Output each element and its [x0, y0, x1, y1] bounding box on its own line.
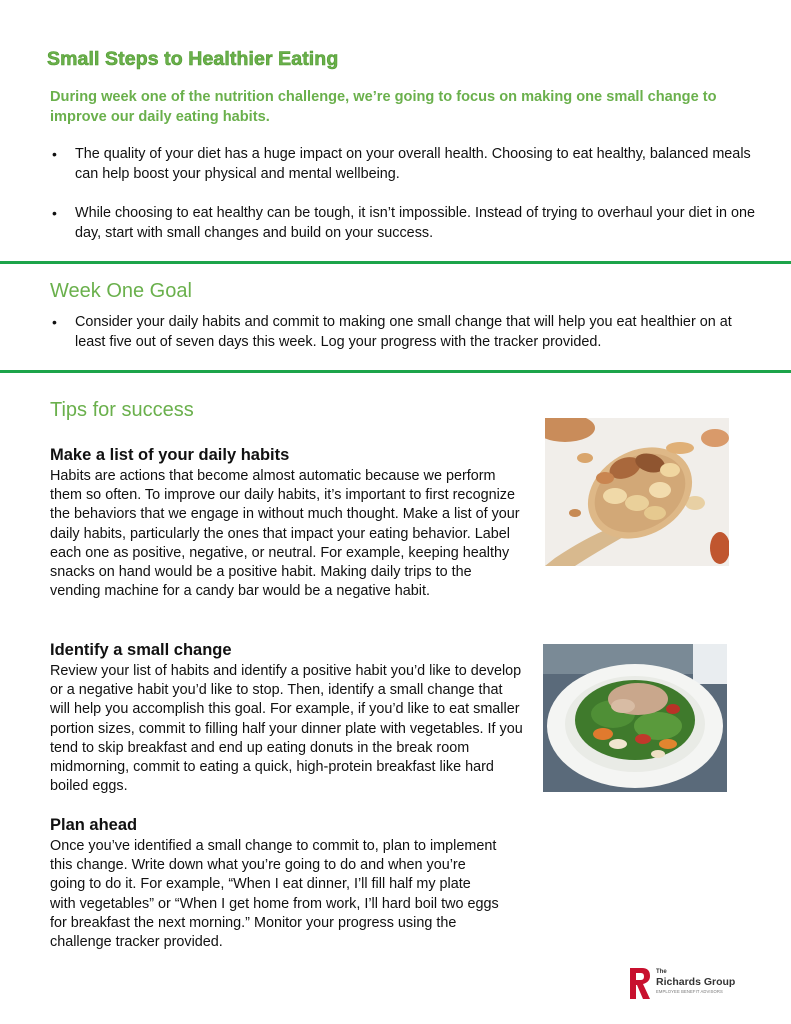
list-item-text: Consider your daily habits and commit to making one small change that will help you eat healthier on at least five out of seven days this week. Log your progress with the tracker provided. — [75, 314, 732, 350]
page-title: Small Steps to Healthier Eating — [47, 48, 339, 70]
logo-name: Richards Group — [656, 976, 736, 988]
r-logo-icon — [628, 966, 652, 1000]
goal-bullet-list — [50, 313, 755, 352]
section-divider — [0, 261, 791, 264]
tip-heading-change: Identify a small change — [50, 641, 232, 659]
tip-text-plan: Once you’ve identified a small change to commit to, plan to implement this change. Write down what you’re going to do and when you’re going to do it. For example, “When I eat dinner, I’ll fill half my plate with vegetables” or “When I get home from work, I’ll hard boil two eggs for breakfast the next morning.” Monitor your progress using the challenge tracker provided. — [50, 838, 499, 951]
list-item — [50, 204, 755, 243]
tip-heading-plan: Plan ahead — [50, 816, 138, 834]
salad-plate-photo — [543, 644, 727, 792]
tips-heading: Tips for success — [50, 399, 194, 421]
logo-the: The — [656, 969, 667, 975]
bullet-icon: • — [52, 146, 57, 162]
richards-group-logo — [628, 966, 738, 1002]
list-item — [50, 145, 755, 184]
nuts-spoon-photo — [545, 418, 729, 566]
list-item-text: While choosing to eat healthy can be tough, it isn’t impossible. Instead of trying to overhaul your diet in one day, start with small changes and build on your success. — [75, 205, 755, 241]
bullet-icon: • — [52, 205, 57, 221]
tip-text-habits: Habits are actions that become almost automatic because we perform them so often. To improve our daily habits, it’s important to first recognize the behaviors that we engage in without much thought. Make a list of your daily habits, particularly the ones that impact your eating behavior. Label each one as positive, negative, or neutral. For example, keeping healthy snacks on hand would be a positive habit. Making daily trips to the vending machine for a candy bar would be a negative habit. — [50, 468, 520, 600]
logo-tagline: EMPLOYEE BENEFIT ADVISORS — [656, 989, 723, 994]
goal-heading: Week One Goal — [50, 280, 192, 302]
tip-heading-habits: Make a list of your daily habits — [50, 446, 290, 464]
tip-text-change: Review your list of habits and identify a positive habit you’d like to develop or a negative habit you’d like to stop. Then, identify a small change that will help you accomplish this goal. For example, if you’d like to eat smaller portion sizes, commit to filling half your dinner plate with vegetables. If you tend to skip breakfast and end up eating donuts in the break room midmorning, commit to eating a quick, high-protein breakfast like hard boiled eggs. — [50, 663, 523, 795]
bullet-icon: • — [52, 314, 57, 330]
list-item — [50, 313, 755, 352]
list-item-text: The quality of your diet has a huge impact on your overall health. Choosing to eat healthy, balanced meals can help boost your physical and mental wellbeing. — [75, 146, 751, 182]
intro-bullet-list — [50, 145, 755, 243]
section-divider — [0, 370, 791, 373]
intro-text: During week one of the nutrition challenge, we’re going to focus on making one small change to improve our daily eating habits. — [50, 89, 717, 125]
